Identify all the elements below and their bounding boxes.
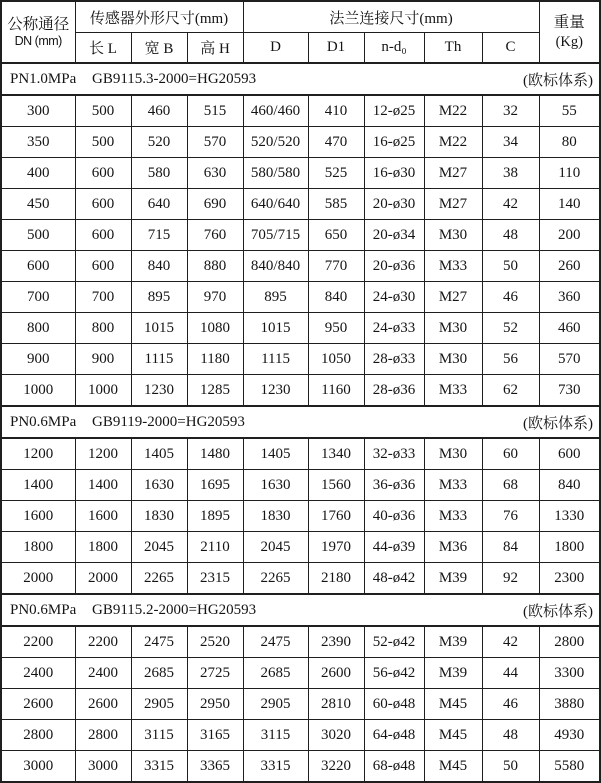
- data-cell: 350: [1, 127, 75, 158]
- header-cell-length: 长 L: [75, 33, 131, 64]
- data-cell: 970: [187, 282, 243, 313]
- standard-system-note: (欧标体系): [523, 415, 594, 432]
- data-cell: 1800: [539, 532, 600, 563]
- pressure-rating: PN1.0MPa: [10, 70, 77, 87]
- header-cell-width: 宽 B: [131, 33, 187, 64]
- data-cell: 640: [131, 189, 187, 220]
- data-cell: 525: [308, 158, 364, 189]
- table-body: [1, 63, 600, 782]
- table-row: [1, 158, 600, 189]
- data-cell: 800: [1, 313, 75, 344]
- data-cell: 50: [482, 251, 539, 282]
- dn-unit: DN (mm): [14, 34, 62, 49]
- data-cell: 1830: [131, 501, 187, 532]
- data-cell: 1800: [75, 532, 131, 563]
- data-cell: 260: [539, 251, 600, 282]
- data-cell: 520: [131, 127, 187, 158]
- data-cell: 92: [482, 563, 539, 595]
- header-cell-weight: [539, 1, 600, 63]
- data-cell: 1080: [187, 313, 243, 344]
- data-cell: 1405: [243, 438, 308, 470]
- data-cell: 42: [482, 189, 539, 220]
- data-cell: 32-ø33: [364, 438, 424, 470]
- data-cell: M33: [424, 501, 482, 532]
- header-cell-d1: D1: [308, 33, 364, 64]
- data-cell: 24-ø30: [364, 282, 424, 313]
- data-cell: 1115: [131, 344, 187, 375]
- data-cell: 360: [539, 282, 600, 313]
- data-cell: 500: [1, 220, 75, 251]
- data-cell: 2400: [75, 658, 131, 689]
- section-row: [1, 63, 600, 95]
- data-cell: 1330: [539, 501, 600, 532]
- data-cell: M27: [424, 158, 482, 189]
- data-cell: 50: [482, 751, 539, 783]
- header-row-subcolumns: [1, 33, 600, 64]
- data-cell: 895: [243, 282, 308, 313]
- pressure-rating: PN0.6MPa: [10, 601, 77, 618]
- data-cell: 1400: [1, 470, 75, 501]
- data-cell: 1970: [308, 532, 364, 563]
- data-cell: 56-ø42: [364, 658, 424, 689]
- data-cell: 1015: [131, 313, 187, 344]
- table-row: [1, 375, 600, 407]
- data-cell: M22: [424, 127, 482, 158]
- data-cell: M30: [424, 220, 482, 251]
- data-cell: 1200: [75, 438, 131, 470]
- section-cell: [1, 406, 600, 438]
- data-cell: 900: [1, 344, 75, 375]
- data-cell: 1830: [243, 501, 308, 532]
- data-cell: 580/580: [243, 158, 308, 189]
- table-row: [1, 470, 600, 501]
- data-cell: 1050: [308, 344, 364, 375]
- data-cell: 46: [482, 689, 539, 720]
- data-cell: 1405: [131, 438, 187, 470]
- data-cell: 2300: [539, 563, 600, 595]
- data-cell: 730: [539, 375, 600, 407]
- data-cell: 2725: [187, 658, 243, 689]
- data-cell: 3220: [308, 751, 364, 783]
- data-cell: 840: [539, 470, 600, 501]
- header-cell-sensor-group: 传感器外形尺寸(mm): [75, 1, 243, 33]
- data-cell: 690: [187, 189, 243, 220]
- data-cell: M33: [424, 470, 482, 501]
- data-cell: 2520: [187, 626, 243, 658]
- data-cell: 28-ø36: [364, 375, 424, 407]
- data-cell: 52: [482, 313, 539, 344]
- data-cell: 760: [187, 220, 243, 251]
- weight-unit: (Kg): [555, 33, 583, 50]
- data-cell: 580: [131, 158, 187, 189]
- data-cell: 5580: [539, 751, 600, 783]
- data-cell: 55: [539, 95, 600, 127]
- data-cell: 3020: [308, 720, 364, 751]
- table-row: [1, 282, 600, 313]
- table-row: [1, 689, 600, 720]
- data-cell: 44: [482, 658, 539, 689]
- section-cell: [1, 594, 600, 626]
- data-cell: 840: [131, 251, 187, 282]
- data-cell: 2600: [75, 689, 131, 720]
- flange-standard: GB9115.3-2000=HG20593: [92, 70, 257, 87]
- data-cell: 3315: [131, 751, 187, 783]
- data-cell: 1630: [131, 470, 187, 501]
- data-cell: 20-ø36: [364, 251, 424, 282]
- data-cell: 52-ø42: [364, 626, 424, 658]
- data-cell: 700: [1, 282, 75, 313]
- header-cell-c: C: [482, 33, 539, 64]
- data-cell: 200: [539, 220, 600, 251]
- data-cell: 800: [75, 313, 131, 344]
- data-cell: M22: [424, 95, 482, 127]
- data-cell: M33: [424, 375, 482, 407]
- data-cell: 12-ø25: [364, 95, 424, 127]
- data-cell: M27: [424, 189, 482, 220]
- data-cell: 880: [187, 251, 243, 282]
- data-cell: 2045: [243, 532, 308, 563]
- data-cell: 500: [75, 127, 131, 158]
- table-row: [1, 626, 600, 658]
- data-cell: 600: [75, 251, 131, 282]
- data-cell: 2000: [75, 563, 131, 595]
- data-cell: 2180: [308, 563, 364, 595]
- data-cell: 1160: [308, 375, 364, 407]
- data-cell: 2600: [1, 689, 75, 720]
- table-row: [1, 658, 600, 689]
- header-cell-n-d0: n-d₀: [364, 33, 424, 64]
- section-text: [2, 69, 599, 90]
- table-row: [1, 563, 600, 595]
- data-cell: 400: [1, 158, 75, 189]
- data-cell: 1200: [1, 438, 75, 470]
- data-cell: 1695: [187, 470, 243, 501]
- data-cell: 2800: [75, 720, 131, 751]
- data-cell: 3115: [131, 720, 187, 751]
- standard-system-note: (欧标体系): [523, 72, 594, 89]
- data-cell: 48: [482, 220, 539, 251]
- data-cell: 1600: [1, 501, 75, 532]
- data-cell: 48: [482, 720, 539, 751]
- data-cell: 600: [539, 438, 600, 470]
- data-cell: 3315: [243, 751, 308, 783]
- data-cell: 80: [539, 127, 600, 158]
- data-cell: 460: [539, 313, 600, 344]
- data-cell: M45: [424, 720, 482, 751]
- data-cell: 1340: [308, 438, 364, 470]
- data-cell: 1230: [243, 375, 308, 407]
- data-cell: 38: [482, 158, 539, 189]
- header-cell-height: 高 H: [187, 33, 243, 64]
- data-cell: 16-ø30: [364, 158, 424, 189]
- data-cell: M33: [424, 251, 482, 282]
- data-cell: 1230: [131, 375, 187, 407]
- data-cell: 34: [482, 127, 539, 158]
- data-cell: 20-ø30: [364, 189, 424, 220]
- data-cell: 3115: [243, 720, 308, 751]
- data-cell: 770: [308, 251, 364, 282]
- data-cell: 520/520: [243, 127, 308, 158]
- data-cell: 950: [308, 313, 364, 344]
- data-cell: 705/715: [243, 220, 308, 251]
- data-cell: 895: [131, 282, 187, 313]
- data-cell: 1400: [75, 470, 131, 501]
- data-cell: 32: [482, 95, 539, 127]
- data-cell: M45: [424, 689, 482, 720]
- data-cell: M39: [424, 626, 482, 658]
- section-row: [1, 406, 600, 438]
- data-cell: 460/460: [243, 95, 308, 127]
- data-cell: 20-ø34: [364, 220, 424, 251]
- table-row: [1, 251, 600, 282]
- table-row: [1, 751, 600, 783]
- header-cell-th: Th: [424, 33, 482, 64]
- data-cell: 2950: [187, 689, 243, 720]
- table-row: [1, 438, 600, 470]
- data-cell: 650: [308, 220, 364, 251]
- data-cell: 2110: [187, 532, 243, 563]
- table-row: [1, 344, 600, 375]
- flange-standard: GB9115.2-2000=HG20593: [92, 601, 257, 618]
- data-cell: 2400: [1, 658, 75, 689]
- data-cell: 2905: [131, 689, 187, 720]
- section-cell: [1, 63, 600, 95]
- data-cell: 3000: [75, 751, 131, 783]
- data-cell: 570: [187, 127, 243, 158]
- data-cell: M30: [424, 344, 482, 375]
- data-cell: 2475: [243, 626, 308, 658]
- header-cell-flange-group: 法兰连接尺寸(mm): [243, 1, 539, 33]
- data-cell: 300: [1, 95, 75, 127]
- data-cell: M30: [424, 438, 482, 470]
- data-cell: 840: [308, 282, 364, 313]
- data-cell: M39: [424, 563, 482, 595]
- data-cell: 1000: [75, 375, 131, 407]
- data-cell: 1895: [187, 501, 243, 532]
- data-cell: 64-ø48: [364, 720, 424, 751]
- data-cell: 4930: [539, 720, 600, 751]
- data-cell: 24-ø33: [364, 313, 424, 344]
- data-cell: 28-ø33: [364, 344, 424, 375]
- data-cell: 640/640: [243, 189, 308, 220]
- data-cell: 715: [131, 220, 187, 251]
- data-cell: 2905: [243, 689, 308, 720]
- data-cell: 1560: [308, 470, 364, 501]
- data-cell: 1600: [75, 501, 131, 532]
- data-cell: 1630: [243, 470, 308, 501]
- data-cell: 2390: [308, 626, 364, 658]
- data-cell: 60-ø48: [364, 689, 424, 720]
- data-cell: 570: [539, 344, 600, 375]
- data-cell: 60: [482, 438, 539, 470]
- data-cell: 2265: [131, 563, 187, 595]
- data-cell: 2000: [1, 563, 75, 595]
- data-cell: 44-ø39: [364, 532, 424, 563]
- data-cell: 600: [1, 251, 75, 282]
- data-cell: 1115: [243, 344, 308, 375]
- data-cell: M30: [424, 313, 482, 344]
- header-cell-d: D: [243, 33, 308, 64]
- data-cell: 2200: [75, 626, 131, 658]
- data-cell: 84: [482, 532, 539, 563]
- section-row: [1, 594, 600, 626]
- data-cell: 40-ø36: [364, 501, 424, 532]
- data-cell: M39: [424, 658, 482, 689]
- data-cell: 62: [482, 375, 539, 407]
- table-row: [1, 720, 600, 751]
- data-cell: 1760: [308, 501, 364, 532]
- table-row: [1, 532, 600, 563]
- section-text: [2, 412, 599, 433]
- data-cell: 450: [1, 189, 75, 220]
- data-cell: 2685: [131, 658, 187, 689]
- data-cell: 2800: [1, 720, 75, 751]
- data-cell: 460: [131, 95, 187, 127]
- data-cell: 600: [75, 189, 131, 220]
- data-cell: 140: [539, 189, 600, 220]
- data-cell: 1000: [1, 375, 75, 407]
- data-cell: 630: [187, 158, 243, 189]
- data-cell: 16-ø25: [364, 127, 424, 158]
- data-cell: 1480: [187, 438, 243, 470]
- data-cell: 600: [75, 158, 131, 189]
- data-cell: 46: [482, 282, 539, 313]
- data-cell: 2200: [1, 626, 75, 658]
- data-cell: 42: [482, 626, 539, 658]
- data-cell: 3165: [187, 720, 243, 751]
- data-cell: 2800: [539, 626, 600, 658]
- data-cell: 2265: [243, 563, 308, 595]
- weight-title: 重量: [553, 13, 585, 31]
- data-cell: 600: [75, 220, 131, 251]
- data-cell: 1285: [187, 375, 243, 407]
- data-cell: 2600: [308, 658, 364, 689]
- data-cell: 470: [308, 127, 364, 158]
- data-cell: 110: [539, 158, 600, 189]
- data-cell: 515: [187, 95, 243, 127]
- data-cell: 585: [308, 189, 364, 220]
- data-cell: 2685: [243, 658, 308, 689]
- table-header: [1, 1, 600, 63]
- header-row-groups: [1, 1, 600, 33]
- data-cell: 3300: [539, 658, 600, 689]
- data-cell: 2045: [131, 532, 187, 563]
- data-cell: M45: [424, 751, 482, 783]
- table-row: [1, 313, 600, 344]
- table-row: [1, 127, 600, 158]
- data-cell: 3880: [539, 689, 600, 720]
- data-cell: 900: [75, 344, 131, 375]
- dn-title: 公称通径: [7, 15, 70, 33]
- pressure-rating: PN0.6MPa: [10, 413, 77, 430]
- flange-standard: GB9119-2000=HG20593: [92, 413, 245, 430]
- table-row: [1, 95, 600, 127]
- table-row: [1, 501, 600, 532]
- data-cell: 2475: [131, 626, 187, 658]
- data-cell: 1800: [1, 532, 75, 563]
- table-row: [1, 189, 600, 220]
- data-cell: 2315: [187, 563, 243, 595]
- data-cell: 840/840: [243, 251, 308, 282]
- data-cell: 56: [482, 344, 539, 375]
- data-cell: 410: [308, 95, 364, 127]
- data-cell: 1180: [187, 344, 243, 375]
- section-text: [2, 600, 599, 621]
- data-cell: 36-ø36: [364, 470, 424, 501]
- data-cell: 68: [482, 470, 539, 501]
- header-cell-dn: [1, 1, 75, 63]
- data-cell: 3365: [187, 751, 243, 783]
- data-cell: M27: [424, 282, 482, 313]
- data-cell: 2810: [308, 689, 364, 720]
- data-cell: 48-ø42: [364, 563, 424, 595]
- data-cell: 68-ø48: [364, 751, 424, 783]
- data-cell: M36: [424, 532, 482, 563]
- standard-system-note: (欧标体系): [523, 603, 594, 620]
- table-row: [1, 220, 600, 251]
- data-cell: 1015: [243, 313, 308, 344]
- data-cell: 3000: [1, 751, 75, 783]
- data-cell: 500: [75, 95, 131, 127]
- data-cell: 700: [75, 282, 131, 313]
- data-cell: 76: [482, 501, 539, 532]
